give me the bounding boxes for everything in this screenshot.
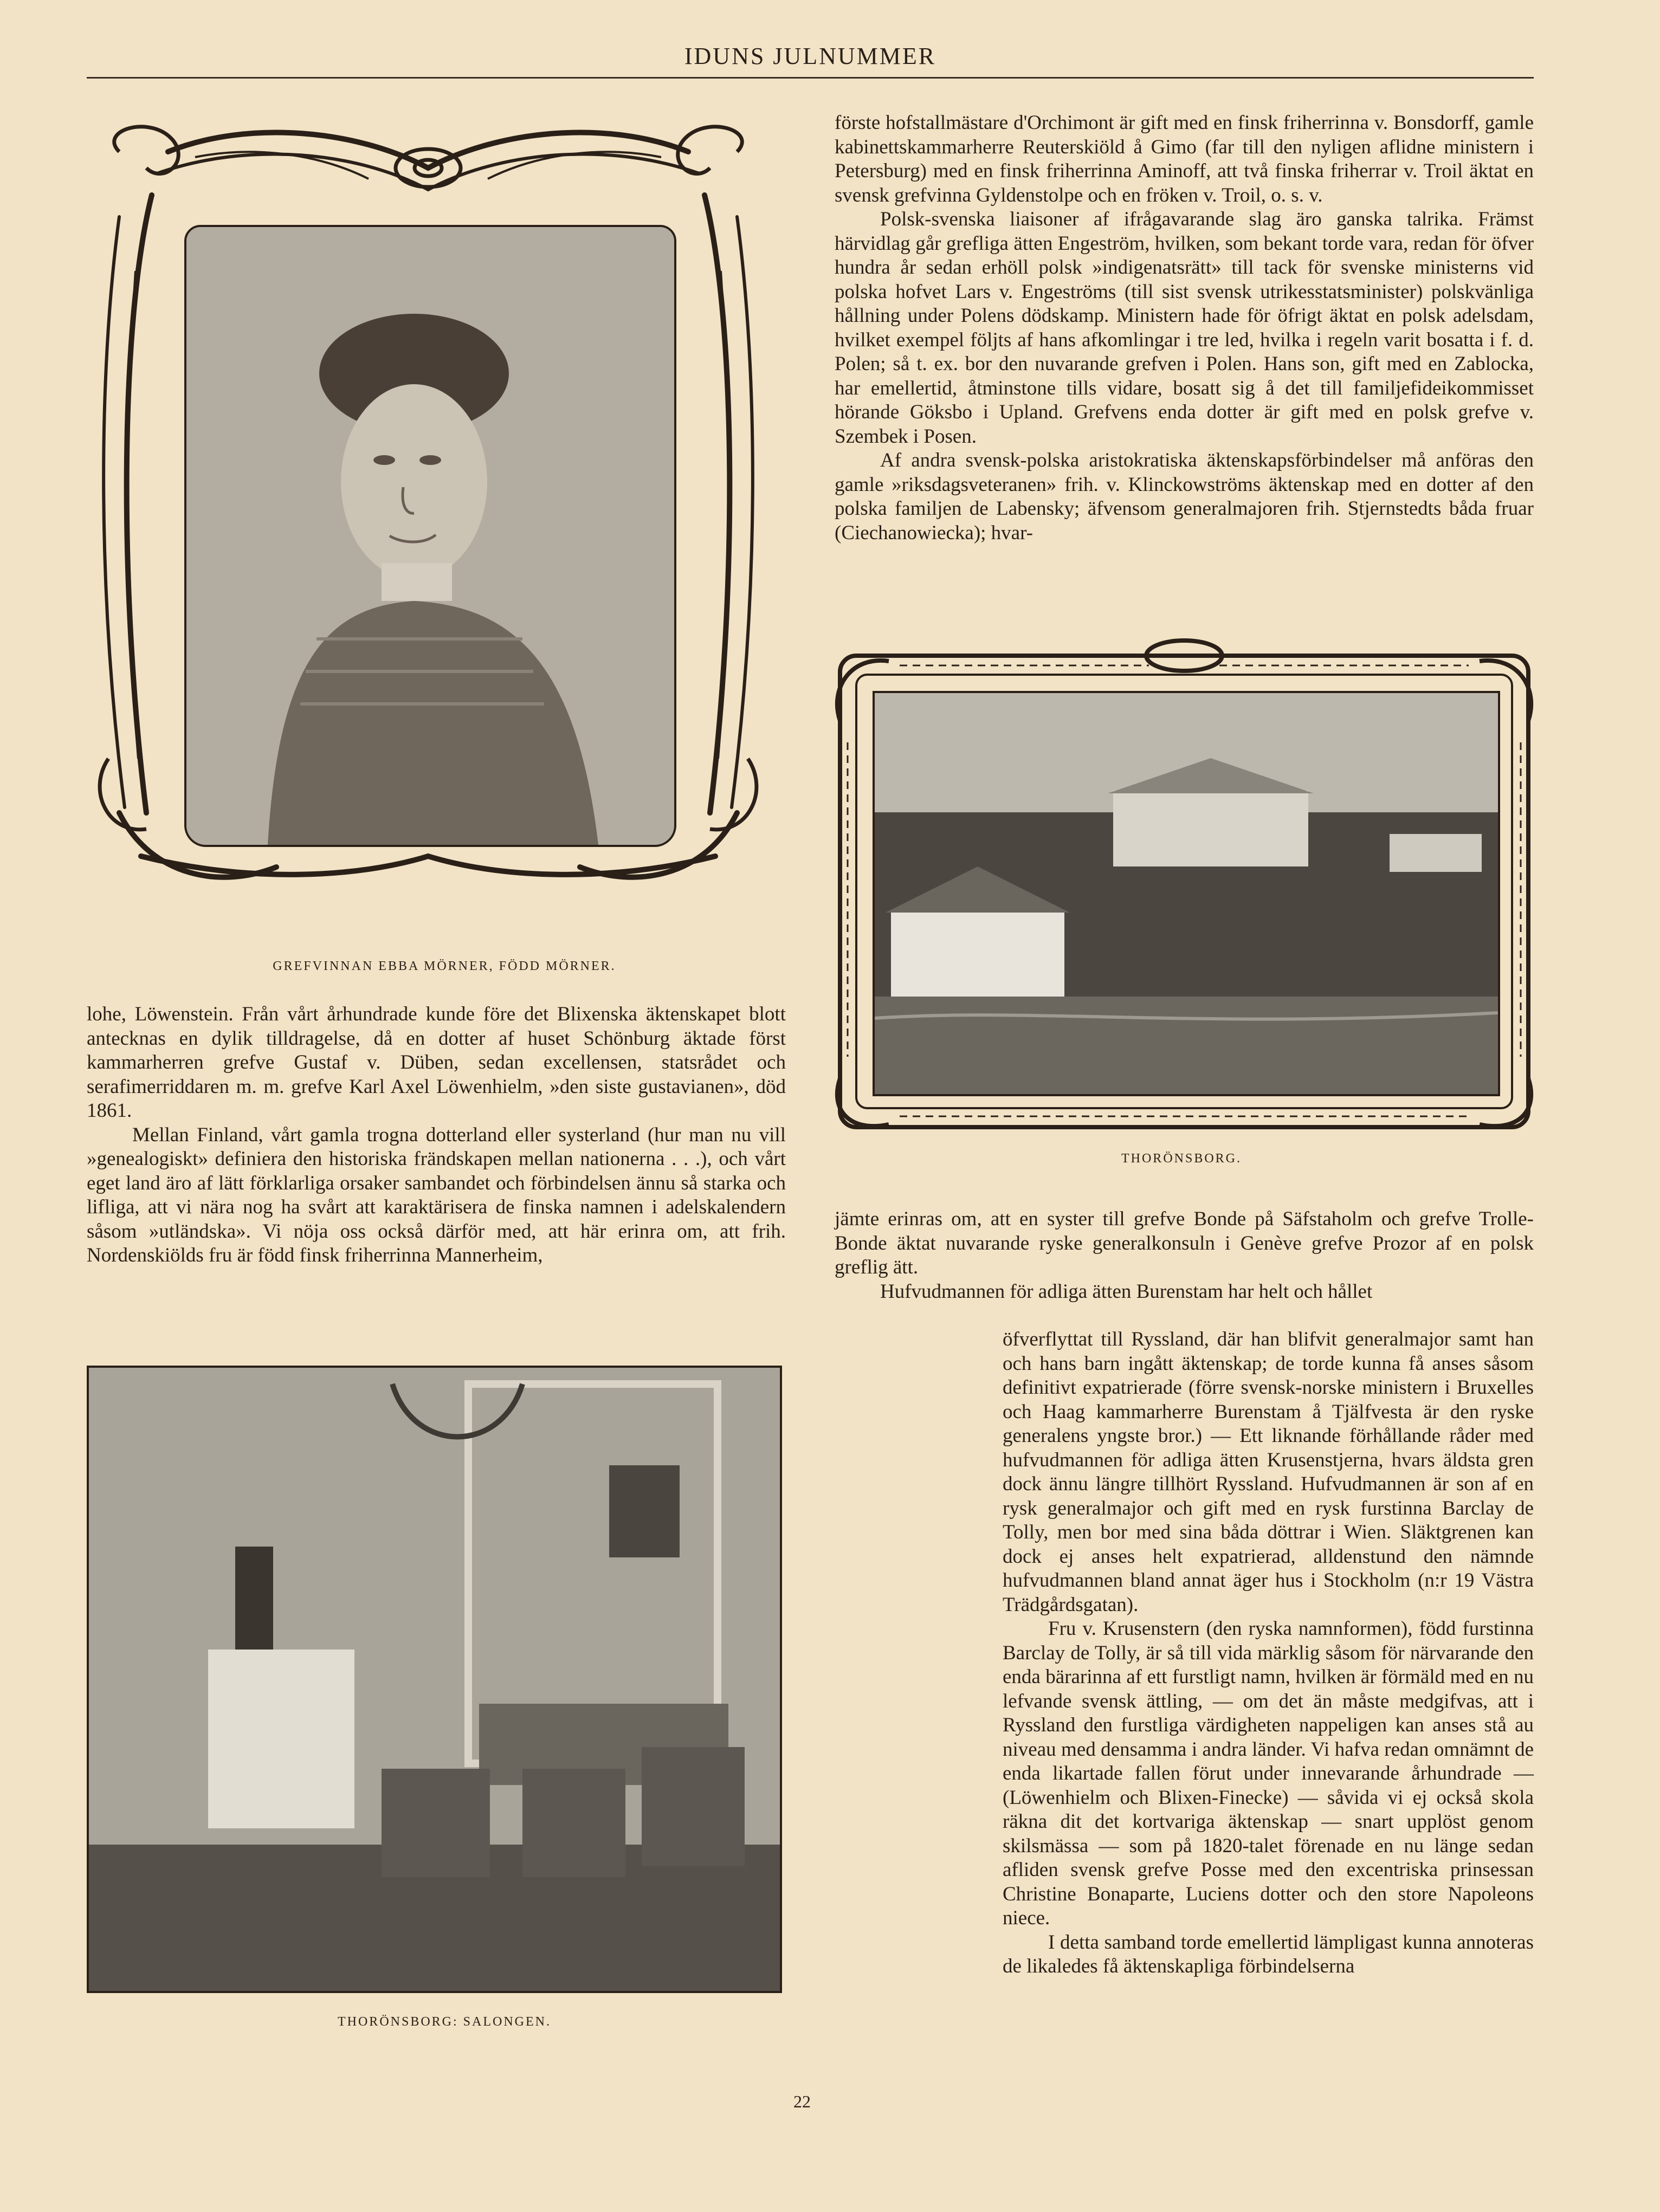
portrait-ornamental-frame — [87, 108, 770, 900]
castle-ornamental-frame — [829, 634, 1539, 1138]
salon-scene — [89, 1368, 780, 1991]
salon-photo — [87, 1366, 782, 1993]
text-column-mid-left — [87, 1002, 786, 1268]
castle-caption: THORÖNSBORG. — [1121, 1152, 1242, 1166]
paragraph: Polsk-svenska liaisoner af ifrågavarande slag äro ganska talrika. Främst härvidlag går grefliga ätten Engeström, hvilken, som bekant torde vara, redan för öfver hundra år sedan erhöll polsk »indigenatsrätt» till tack för svenske ministerns vid polska hofvet Lars v. Engeströms (till sist svensk utrikesstatsminister) polskvänliga hållning under Polens dödskamp. Ministern hade för öfrigt äktat en polsk adelsdam, hvilket exempel följts af hans afkomlingar i tre led, hvilka i regeln varit bosatta i f. d. Polen; så t. ex. bor den nuvarande grefven i Polen. Hans son, gift med en Zablocka, har emellertid, åtminstone tills vidare, bosatt sig å det till familjefideikommisset hörande Göksbo i Upland. Grefvens enda dotter är gift med en polsk grefve v. Szembek i Posen. — [835, 208, 1534, 448]
paragraph: Af andra svensk-polska aristokratiska äktenskapsförbindelser må anföras den gamle »riksdagsveteranen» frih. v. Klinckowströms äktenskap med en dotter af den polska familjen de Labensky; äfvensom generalmajoren frih. Stjernstedts båda fruar (Ciechanowiecka); hvar- — [835, 449, 1534, 544]
running-header: IDUNS JULNUMMER — [684, 43, 936, 69]
paragraph: I detta samband torde emellertid lämpligast kunna annoteras de likaledes få äktenskapliga förbindelserna — [1003, 1931, 1534, 1977]
portrait-photo — [184, 225, 676, 847]
paragraph: Hufvudmannen för adliga ätten Burenstam har helt och hållet — [880, 1280, 1373, 1303]
paragraph: förste hofstallmästare d'Orchimont är gift med en finsk friherrinna v. Bonsdorff, gamle kabinettskammarherre Reuterskiöld å Gimo (far till den nyligen aflidne ministern i Petersburg) med en finsk friherrinna Aminoff, att två finska friherrar v. Troil äktat en svensk grefvinna Gyldenstolpe och en fröken v. Troil, o. s. v. — [835, 112, 1534, 206]
paragraph: öfverflyttat till Ryssland, där han blifvit generalmajor samt han och hans barn ingått äktenskap; de torde kunna få anses såsom definitivt expatrierade (förre svensk-norske ministern i Bruxelles och Haag kammarherre Burenstam å Tjälfvesta är den ryske generalens yngste bror.) — Ett liknande förhållande råder med hufvudmannen för adliga ätten Krusenstjerna, hvars äldsta gren dock ännu längre tillhört Ryssland. Hufvudmannen är son af en rysk generalmajor och gift med en rysk furstinna Barclay de Tolly, men bor med sina båda döttrar i Wien. Släktgrenen kan dock ej anses helt expatrierad, alldenstund den nämnde hufvudmannen bland annat äger hus i Stockholm (n:r 19 Västra Trädgårdsgatan). — [1003, 1328, 1534, 1616]
header-rule — [87, 77, 1534, 79]
paragraph: Mellan Finland, vårt gamla trogna dotterland eller systerland (hur man nu vill »genealogiskt» definiera den historiska frändskapen mellan nationerna . . .), och vårt eget land äro af lätt förklarliga orsaker sambandet och förbindelsen ännu så starka och lifliga, att vi nära nog ha svårt att karaktärisera de finska namnen i adelskalendern såsom »utländska». Vi nöja oss också därför med, att här erinra om, att frih. Nordenskiölds fru är född finsk friherrinna Mannerheim, — [87, 1123, 786, 1266]
paragraph: jämte erinras om, att en syster till grefve Bonde på Säfstaholm och grefve Trolle-Bonde äktat nuvarande ryske generalkonsuln i Genève grefve Prozor af en polsk greflig ätt. — [835, 1208, 1534, 1278]
text-column-mid-right — [835, 1207, 1534, 1304]
portrait-caption: GREFVINNAN EBBA MÖRNER, FÖDD MÖRNER. — [273, 959, 616, 973]
text-column-bottom-right — [1003, 1328, 1534, 1979]
paragraph: lohe, Löwenstein. Från vårt århundrade kunde före det Blixenska äktenskapet blott antecknas en dylik tilldragelse, då en dotter af huset Schönburg äktade först kammarherren grefve Gustaf v. Düben, sedan excellensen, statsrådet och serafimerriddaren m. m. grefve Karl Axel Löwenhielm, »den siste gustavianen», död 1861. — [87, 1003, 786, 1122]
salon-caption: THORÖNSBORG: SALONGEN. — [337, 2015, 552, 2029]
castle-scene — [875, 693, 1498, 1094]
paragraph: Fru v. Krusenstern (den ryska namnformen), född furstinna Barclay de Tolly, är så till vida märklig såsom för närvarande den enda bärarinna af ett furstligt namn, hvilken är förmäld med en nu lefvande svensk ättling, — om det än måste medgifvas, att i Ryssland den furstliga värdigheten nappeligen kan anses stå au niveau med densamma i andra länder. Vi hafva redan omnämnt de enda likartade fallen förut under innevarande århundrade — (Löwenhielm och Blixen-Finecke) — såvida vi ej också skola räkna dit det kortvariga äktenskap — snart upplöst genom skilsmässa — som på 1820-talet förenade en nu länge sedan afliden svensk grefve Posse med den excentriska prinsessan Christine Bonaparte, Luciens dotter och den store Napoleons niece. — [1003, 1618, 1534, 1929]
portrait-figure — [186, 227, 674, 845]
text-column-top-right — [835, 111, 1534, 545]
page-number: 22 — [793, 2092, 811, 2111]
castle-photo — [873, 691, 1500, 1096]
